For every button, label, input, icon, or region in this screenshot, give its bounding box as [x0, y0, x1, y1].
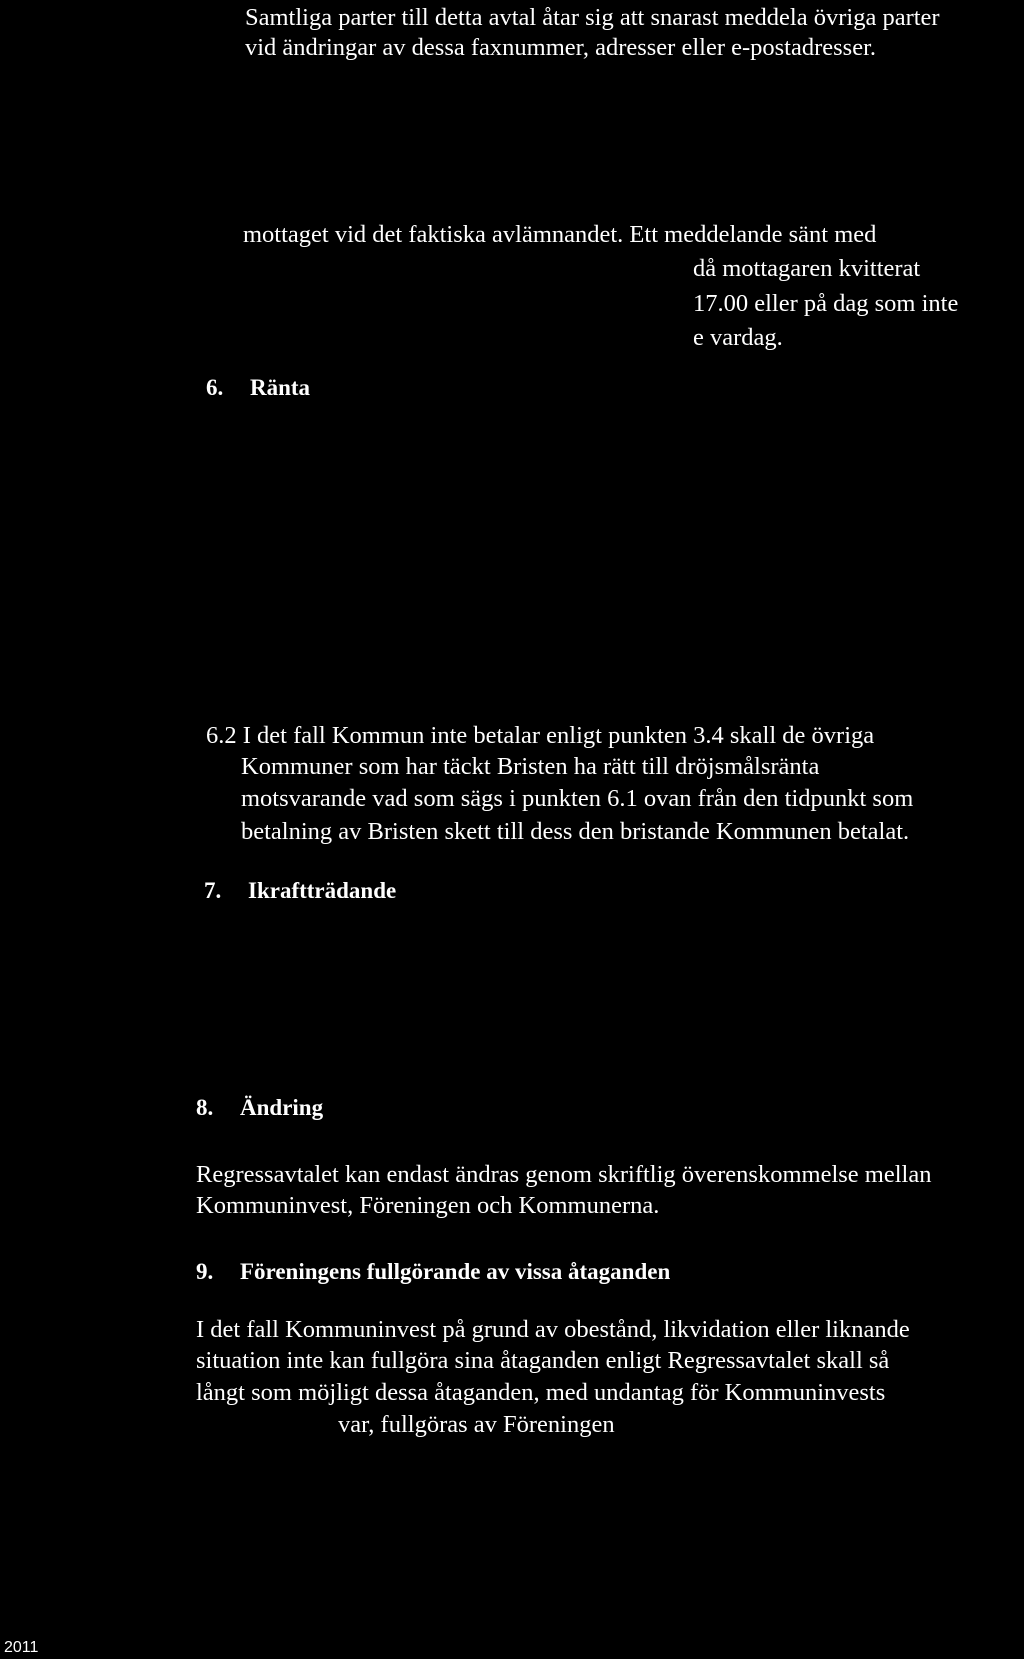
section-8-body-line-2: Kommuninvest, Föreningen och Kommunerna.: [196, 1192, 660, 1219]
section-6-number: 6.: [206, 375, 224, 400]
section-7-heading: [204, 876, 396, 906]
section-9-title: Föreningens fullgörande av vissa åtaganden: [240, 1259, 671, 1284]
delivery-line-2: då mottagaren kvitterat: [693, 255, 921, 282]
clause-6-2-line-1: 6.2 I det fall Kommun inte betalar enligt punkten 3.4 skall de övriga: [206, 722, 875, 749]
section-7-number: 7.: [204, 878, 222, 903]
clause-6-2-line-3: motsvarande vad som sägs i punkten 6.1 ovan från den tidpunkt som: [241, 785, 914, 812]
delivery-line-4: e vardag.: [693, 324, 783, 351]
clause-6-2-line-4: betalning av Bristen skett till dess den bristande Kommunen betalat.: [241, 818, 910, 845]
section-8-heading: [196, 1093, 323, 1123]
section-8-number: 8.: [196, 1095, 214, 1120]
section-6-heading: [206, 373, 310, 403]
section-9-body-line-4: var, fullgöras av Föreningen: [338, 1411, 615, 1438]
delivery-line-1: mottaget vid det faktiska avlämnandet. Ett meddelande sänt med: [243, 221, 877, 248]
section-6-title: Ränta: [250, 375, 311, 400]
section-8-title: Ändring: [240, 1095, 324, 1120]
notice-line-1: Samtliga parter till detta avtal åtar sig att snarast meddela övriga parter: [245, 4, 940, 31]
section-9-body-line-3: långt som möjligt dessa åtaganden, med undantag för Kommuninvests: [196, 1379, 886, 1406]
notice-line-2: vid ändringar av dessa faxnummer, adresser eller e-postadresser.: [245, 34, 877, 61]
section-8-body-line-1: Regressavtalet kan endast ändras genom skriftlig överenskommelse mellan: [196, 1161, 932, 1188]
footer-year: 2011: [4, 1639, 39, 1656]
clause-6-2-line-2: Kommuner som har täckt Bristen ha rätt till dröjsmålsränta: [241, 753, 820, 780]
section-7-title: Ikraftträdande: [248, 878, 397, 903]
section-9-number: 9.: [196, 1259, 214, 1284]
delivery-line-3: 17.00 eller på dag som inte: [693, 290, 959, 317]
section-9-body-line-2: situation inte kan fullgöra sina åtaganden enligt Regressavtalet skall så: [196, 1347, 890, 1374]
section-9-body-line-1: I det fall Kommuninvest på grund av obestånd, likvidation eller liknande: [196, 1316, 910, 1343]
section-9-heading: [196, 1257, 670, 1287]
